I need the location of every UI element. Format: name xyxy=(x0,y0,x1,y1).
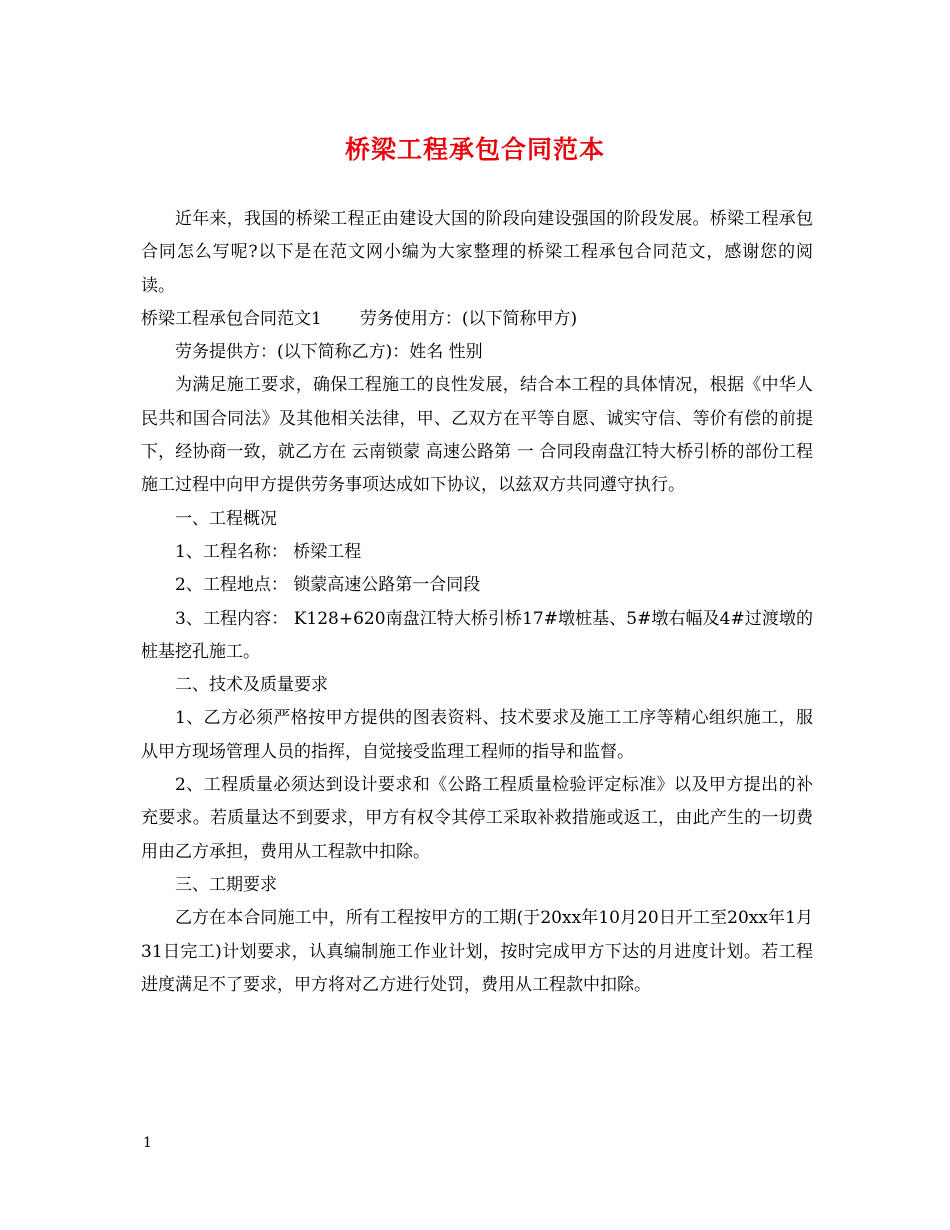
section-heading: 一、工程概况 xyxy=(175,508,277,529)
section-item: 乙方在本合同施工中，所有工程按甲方的工期(于20xx年10月20日开工至20xx年1月31日完工)计划要求，认真编制施工作业计划，按时完成甲方下达的月进度计划。若工程进度满足不了要求，甲方将对乙方进行处罚，费用从工程款中扣除。 xyxy=(141,908,813,995)
sample-heading-line xyxy=(141,303,813,336)
page-number: 1 xyxy=(143,1135,152,1151)
section-item: 1、乙方必须严格按甲方提供的图表资料、技术要求及施工工序等精心组织施工，服从甲方现场管理人员的指挥，自觉接受监理工程师的指导和监督。 xyxy=(141,708,813,762)
section-heading: 三、工期要求 xyxy=(175,874,277,895)
section-item: 3、工程内容： K128+620南盘江特大桥引桥17#墩桩基、5#墩右幅及4#过渡墩的桩基挖孔施工。 xyxy=(141,608,813,662)
document-title: 桥梁工程承包合同范本 xyxy=(344,135,605,164)
sample-heading: 桥梁工程承包合同范文1 xyxy=(141,308,322,329)
party-b-line: 劳务提供方：(以下简称乙方)：姓名 性别 xyxy=(175,342,483,363)
section-item: 1、工程名称： 桥梁工程 xyxy=(175,541,362,562)
section-item: 2、工程地点： 锁蒙高速公路第一合同段 xyxy=(175,575,481,596)
section-heading: 二、技术及质量要求 xyxy=(175,675,328,696)
section-item: 2、工程质量必须达到设计要求和《公路工程质量检验评定标准》以及甲方提出的补充要求。若质量达不到要求，甲方有权令其停工采取补救措施或返工，由此产生的一切费用由乙方承担，费用从工程款中扣除。 xyxy=(141,775,813,862)
preamble-paragraph: 为满足施工要求，确保工程施工的良性发展，结合本工程的具体情况，根据《中华人民共和国合同法》及其他相关法律，甲、乙双方在平等自愿、诚实守信、等价有偿的前提下，经协商一致，就乙方在 云南锁蒙 高速公路第 一 合同段南盘江特大桥引桥的部份工程施工过程中向甲方提供劳务事项达成如下协议，以兹双方共同遵守执行。 xyxy=(141,375,813,496)
document-body xyxy=(141,203,813,1002)
intro-paragraph: 近年来，我国的桥梁工程正由建设大国的阶段向建设强国的阶段发展。桥梁工程承包合同怎么写呢?以下是在范文网小编为大家整理的桥梁工程承包合同范文，感谢您的阅读。 xyxy=(141,209,813,296)
party-a-line: 劳务使用方：(以下简称甲方) xyxy=(359,308,578,329)
